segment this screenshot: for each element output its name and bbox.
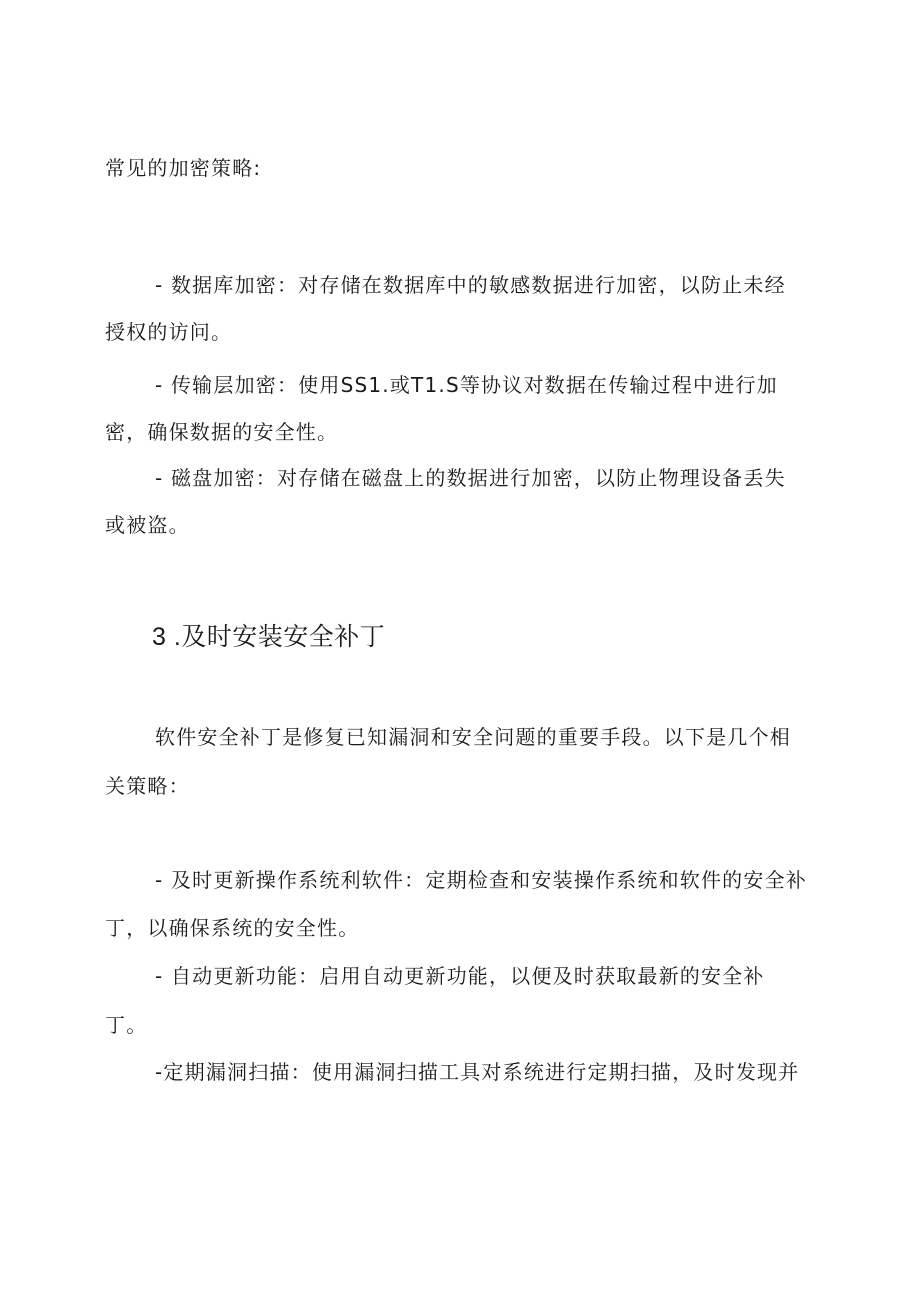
section-intro-line-2: 关策略： xyxy=(105,774,190,798)
update-os-line-1: - 及时更新操作系统利软件：定期检查和安装操作系统和软件的安全补 xyxy=(155,868,807,892)
db-encryption-line-1: - 数据库加密：对存储在数据库中的敏感数据进行加密，以防止未经 xyxy=(155,273,786,297)
disk-encryption-line-1: - 磁盘加密：对存储在磁盘上的数据进行加密，以防止物理设备丢失 xyxy=(155,466,786,490)
auto-update-line-2: 丁。 xyxy=(105,1013,148,1037)
transport-encryption-line-2: 密，确保数据的安全性。 xyxy=(105,420,339,444)
section-heading: 3 .及时安装安全补丁 xyxy=(152,623,386,651)
db-encryption-line-2: 授权的访问。 xyxy=(105,320,233,344)
disk-encryption-line-2: 或被盗。 xyxy=(105,513,190,537)
auto-update-line-1: - 自动更新功能：启用自动更新功能，以便及时获取最新的安全补 xyxy=(155,964,765,988)
update-os-line-2: 丁，以确保系统的安全性。 xyxy=(105,916,360,940)
transport-encryption-line-1: - 传输层加密：使用SS1.或T1.S等协议对数据在传输过程中进行加 xyxy=(155,373,778,397)
vuln-scan-line-1: -定期漏洞扫描：使用漏洞扫描工具对系统进行定期扫描，及时发现并 xyxy=(155,1060,800,1084)
intro-text: 常见的加密策略: xyxy=(105,156,262,180)
section-intro-line-1: 软件安全补丁是修复已知漏洞和安全问题的重要手段。以下是几个相 xyxy=(155,725,791,749)
